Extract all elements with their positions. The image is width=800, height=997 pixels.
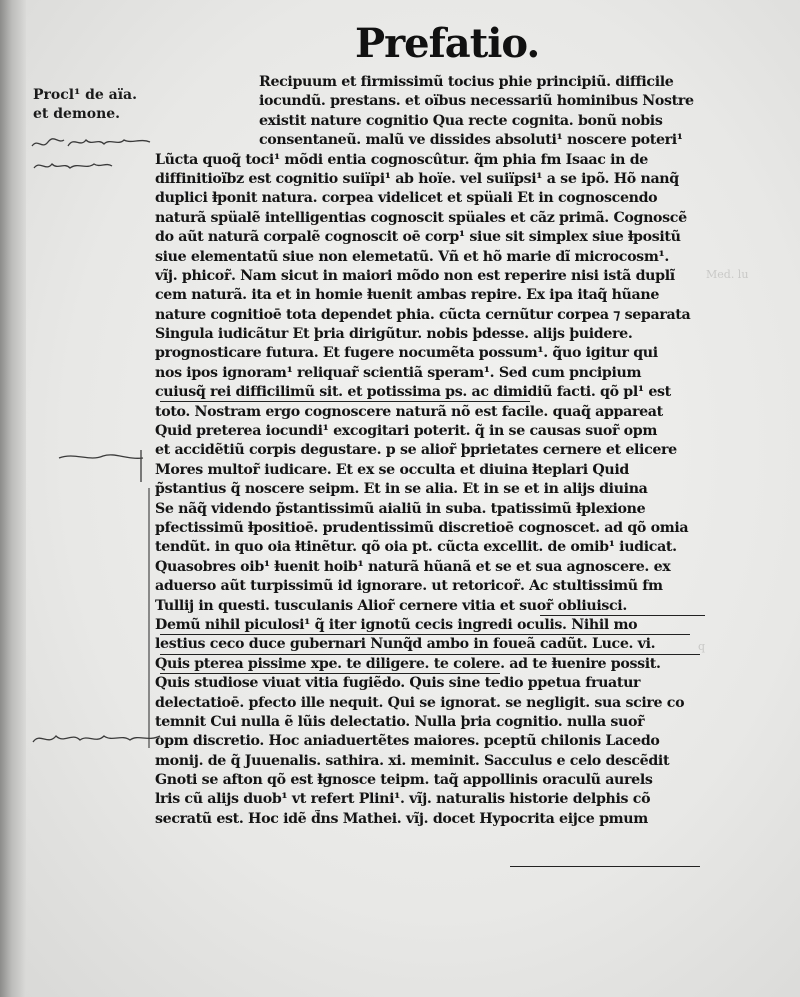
text-line: Singula iudicãtur Et þria dirigũtur. nobis þdesse. alijs þuidere. — [155, 326, 633, 343]
text-line: tendũt. in quo oia ⱡtinẽtur. qõ oia pt. cũcta excellit. de omib¹ iudicat. — [155, 539, 677, 556]
text-line: consentaneũ. malũ ve dissides absoluti¹ noscere poteri¹ — [259, 132, 683, 149]
margin-note-line-1: Procl¹ de aïa. — [33, 87, 137, 103]
text-line: Demũ nihil piculosi¹ q̃ iter ignotũ cecis ingredi oculis. Nihil mo — [155, 616, 638, 633]
text-line: delectatioē. pfecto ille nequit. Qui se ignorat. se negligit. sua scire co — [155, 694, 685, 711]
body-text — [155, 73, 720, 829]
text-line: aduerso aũt turpissimũ id ignorare. ut retoricor̃. Ac stultissimũ fm — [155, 578, 663, 595]
text-line: Quis pterea pissime xpe. te diligere. te colere. ad te ⱡuenire possit. — [155, 655, 661, 672]
text-line: p̃stantius q̃ noscere seipm. Et in se alia. Et in se et in alijs diuina — [155, 481, 648, 498]
text-line: duplici ⱡponit natura. corpea videlicet et spüali Et in cognoscendo — [155, 190, 658, 207]
binding-shadow — [0, 0, 26, 997]
text-line: Se nãq̃ videndo p̃stantissimũ aialiũ in suba. tpatissimũ ⱡplexione — [155, 500, 646, 517]
text-line: secratũ est. Hoc idẽ d̃ns Mathei. vĩj. docet Hypocrita eijce pmum — [155, 810, 648, 827]
text-line: Tullij in questi. tusculanis Alior̃ cernere vitia et suor̃ obliuisci. — [155, 597, 627, 614]
text-line: diffinitioïbz est cognitio suiïpi¹ ab hoïe. vel suiïpsi¹ a se ipõ. Hõ nanq̃ — [155, 170, 679, 187]
text-line: temnit Cui nulla ẽ lũis delectatio. Nulla þria cognitio. nulla suor̃ — [155, 713, 645, 730]
text-line: lris cũ alijs duob¹ vt refert Plini¹. vĩj. naturalis historie delphis cõ — [155, 791, 651, 808]
text-line: iocundũ. prestans. et oïbus necessariũ hominibus Nostre — [259, 93, 694, 110]
text-line: et accidẽtiũ corpis degustare. p se alior̃ þprietates cernere et elicere — [155, 442, 677, 459]
handwritten-annotation-top — [28, 132, 158, 184]
bleed-through-text-2: q — [698, 640, 706, 653]
handwritten-bracket-mark — [55, 448, 165, 768]
text-line: cem naturã. ita et in homie ⱡuenit ambas repire. Ex ipa itaq̃ hũane — [155, 287, 659, 304]
handwritten-annotation-lower — [30, 724, 165, 754]
text-line: Quid preterea iocundi¹ excogitari poterit. q̃ in se causas suor̃ opm — [155, 423, 658, 440]
underline-mark — [160, 401, 530, 402]
text-line: siue elementatũ siue non elemetatũ. Vñ et hõ marie dĩ microcosm¹. — [155, 248, 669, 265]
text-line: cuiusq̃ rei difficilimũ sit. et potissima ps. ac dimidiũ facti. qõ pl¹ est — [155, 384, 671, 401]
text-line: pfectissimũ ⱡpositioē. prudentissimũ discretioē cognoscet. ad qõ omia — [155, 519, 689, 536]
margin-note-line-2: et demone. — [33, 106, 121, 122]
text-line: Quis studiose viuat vitia fugiẽdo. Quis sine tedio ppetua fruatur — [155, 675, 641, 692]
bleed-through-text-1: Med. lu — [706, 268, 749, 281]
underline-mark — [160, 634, 690, 635]
text-line: vĩj. phicor̃. Nam sicut in maiori mõdo non est reperire nisi istã duplĩ — [155, 267, 675, 284]
text-line: lestius ceco duce gubernari Nunq̃d ambo in foueã cadũt. Luce. vi. — [155, 636, 656, 653]
margin-note — [33, 86, 163, 124]
underline-mark — [160, 654, 700, 655]
text-line: nos ipos ignoram¹ reliquar̃ scientiã speram¹. Sed cum pncipium — [155, 364, 642, 381]
text-line: Gnoti se afton qõ est ⱡgnosce teipm. taq̃ appollinis oraculũ aurels — [155, 772, 653, 789]
text-line: naturã spüalẽ intelligentias cognoscit spüales et cãz primã. Cognoscẽ — [155, 209, 687, 226]
text-line: opm discretio. Hoc aniaduertẽtes maiores. pceptũ chilonis Lacedo — [155, 733, 660, 750]
underline-mark — [160, 673, 500, 674]
text-line: Lũcta quoq̃ toci¹ mõdi entia cognoscûtur. q̃m phia fm Isaac in de — [155, 151, 648, 168]
text-line: toto. Nostram ergo cognoscere naturã nõ est facile. quaq̃ appareat — [155, 403, 663, 420]
text-line: Quasobres oib¹ ⱡuenit hoib¹ naturã hũanã et se et sua agnoscere. ex — [155, 558, 671, 575]
text-line: monij. de q̃ Juuenalis. sathira. xi. meminit. Sacculus e celo descẽdit — [155, 752, 670, 769]
page-heading: Prefatio. — [355, 20, 540, 67]
underline-mark — [510, 866, 700, 867]
text-line: prognosticare futura. Et fugere nocumẽta possum¹. q̃uo igitur qui — [155, 345, 658, 362]
text-line: Recipuum et firmissimũ tocius phie principiũ. difficile — [259, 74, 674, 90]
text-line: do aũt naturã corpalẽ cognoscit oē corp¹ siue sit simplex siue ⱡpositũ — [155, 229, 681, 246]
text-line: existit nature cognitio Qua recte cognita. bonũ nobis — [259, 112, 663, 129]
text-line: nature cognitioē tota dependet phia. cũcta cernũtur corpea ⁊ separata — [155, 306, 691, 323]
text-line: Mores multor̃ iudicare. Et ex se occulta et diuina ⱡteplari Quid — [155, 461, 629, 478]
underline-mark — [540, 615, 705, 616]
